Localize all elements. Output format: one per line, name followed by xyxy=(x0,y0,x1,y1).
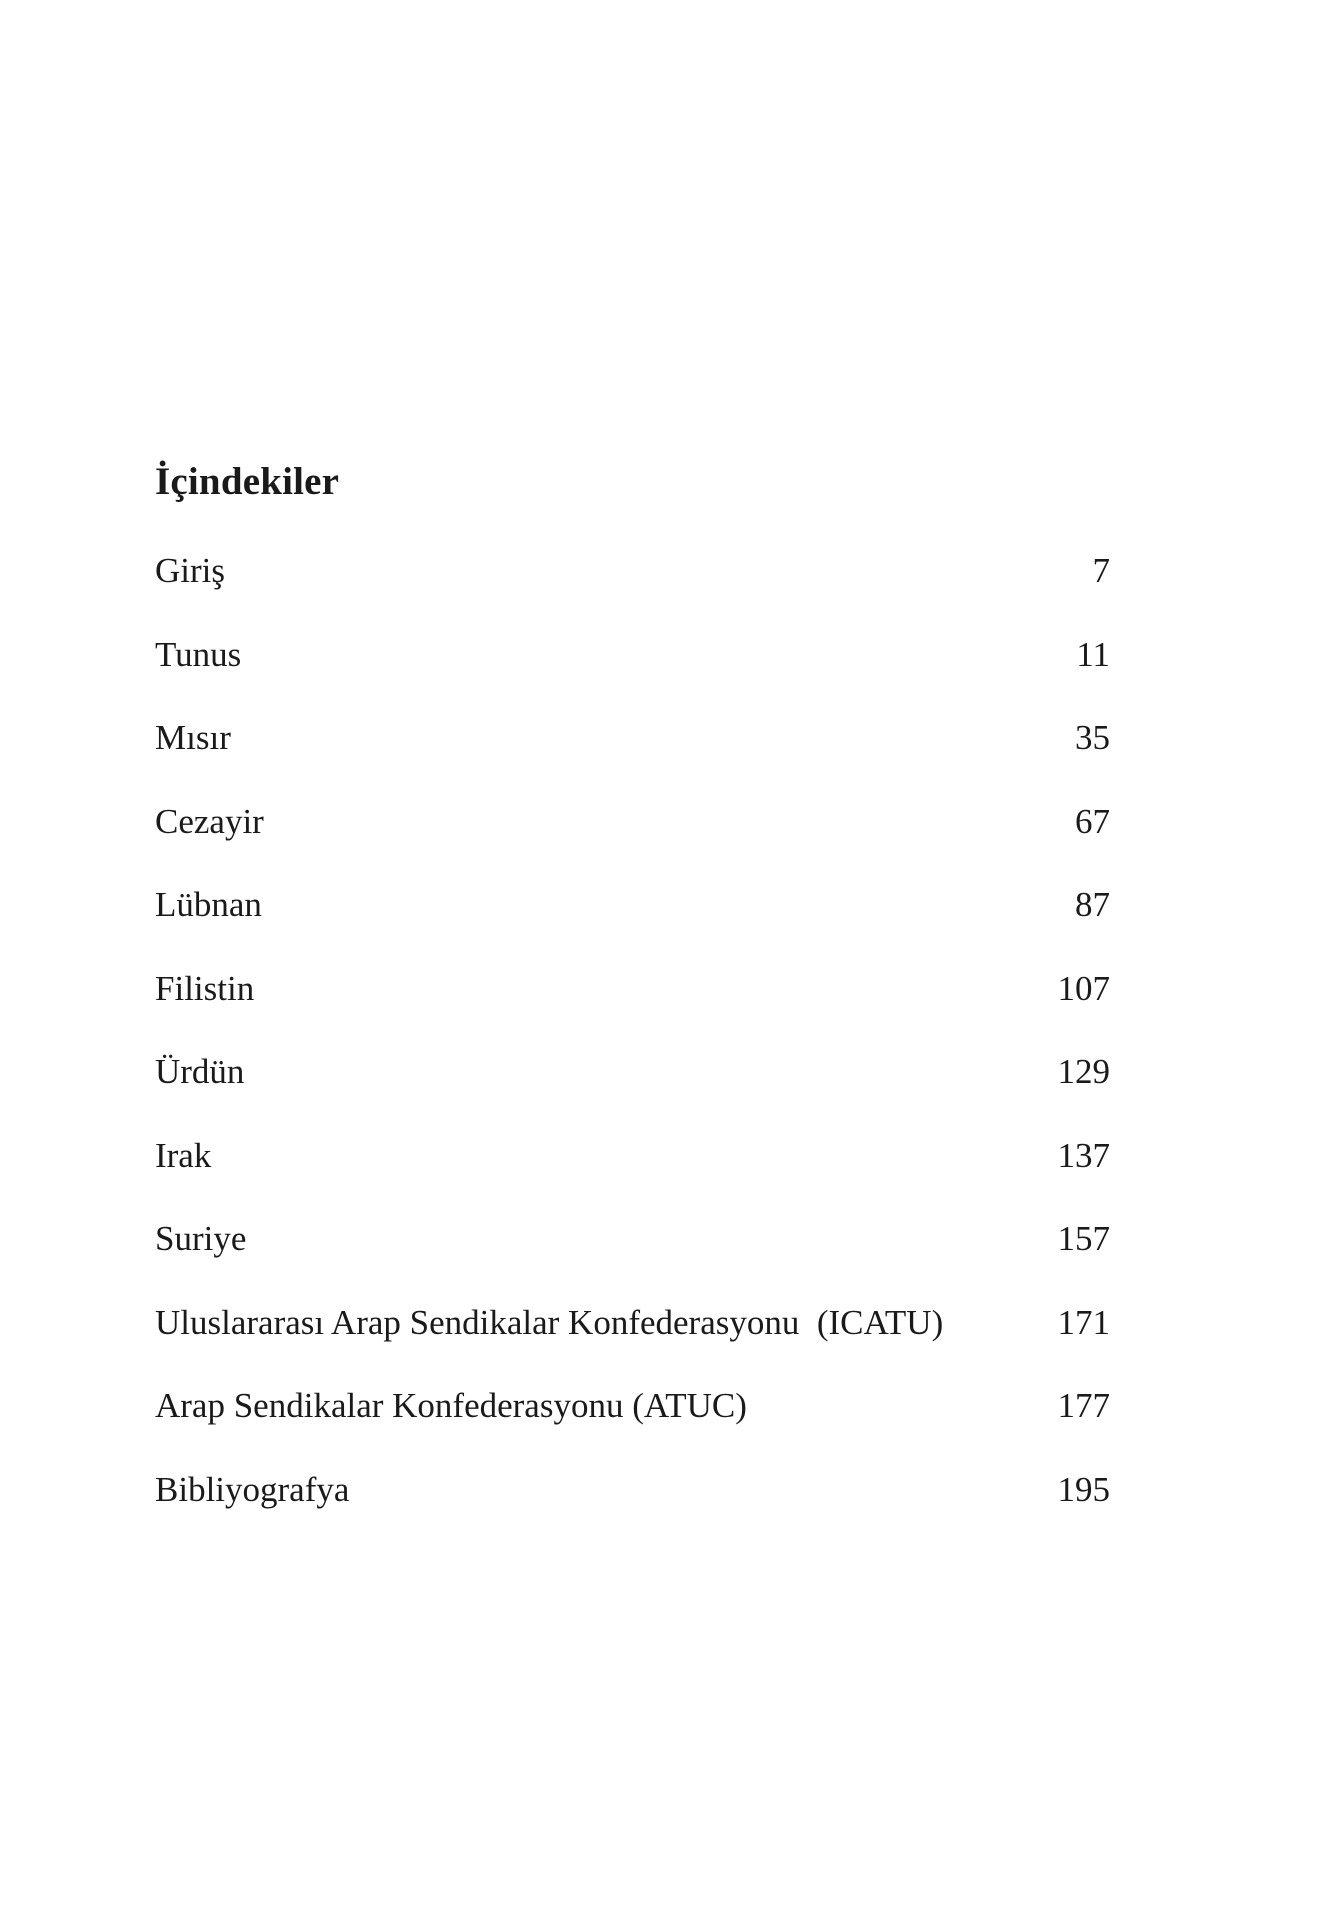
toc-entry-page: 35 xyxy=(1075,718,1110,757)
toc-entry-page: 87 xyxy=(1075,885,1110,924)
toc-entry-page: 137 xyxy=(1057,1135,1110,1175)
toc-entry-label: Bibliyografya xyxy=(155,1469,350,1509)
toc-title: İçindekiler xyxy=(155,460,340,503)
toc-list xyxy=(155,553,1110,1555)
toc-entry xyxy=(155,1388,1110,1472)
toc-entry xyxy=(155,1221,1110,1305)
toc-entry-page: 195 xyxy=(1057,1469,1110,1509)
toc-entry-label: Uluslararası Arap Sendikalar Konfederasyonu (ICATU) xyxy=(155,1302,944,1342)
toc-entry-label: Suriye xyxy=(155,1219,247,1258)
toc-entry-label: Giriş xyxy=(155,551,225,590)
toc-entry-label: Mısır xyxy=(155,718,231,757)
toc-entry-label: Irak xyxy=(155,1135,212,1175)
toc-entry-page: 177 xyxy=(1057,1386,1110,1425)
toc-entry-label: Cezayir xyxy=(155,801,264,841)
toc-entry-label: Lübnan xyxy=(155,885,262,924)
toc-entry-page: 7 xyxy=(1092,551,1110,590)
toc-entry xyxy=(155,634,1110,721)
toc-entry xyxy=(155,720,1110,804)
toc-entry xyxy=(155,968,1110,1055)
toc-entry xyxy=(155,553,1110,637)
toc-entry-page: 107 xyxy=(1057,968,1110,1008)
toc-entry-page: 129 xyxy=(1057,1052,1110,1091)
toc-entry xyxy=(155,801,1110,888)
toc-entry xyxy=(155,1135,1110,1222)
toc-entry-page: 11 xyxy=(1076,634,1110,674)
toc-entry-page: 157 xyxy=(1057,1219,1110,1258)
toc-entry xyxy=(155,1469,1110,1556)
toc-entry-label: Tunus xyxy=(155,634,242,674)
toc-entry-page: 171 xyxy=(1057,1302,1110,1342)
toc-entry-label: Ürdün xyxy=(155,1052,245,1091)
toc-entry xyxy=(155,887,1110,971)
toc-entry-page: 67 xyxy=(1075,801,1110,841)
toc-entry-label: Arap Sendikalar Konfederasyonu (ATUC) xyxy=(155,1386,747,1425)
toc-entry xyxy=(155,1302,1110,1389)
toc-entry xyxy=(155,1054,1110,1138)
toc-entry-label: Filistin xyxy=(155,968,255,1008)
